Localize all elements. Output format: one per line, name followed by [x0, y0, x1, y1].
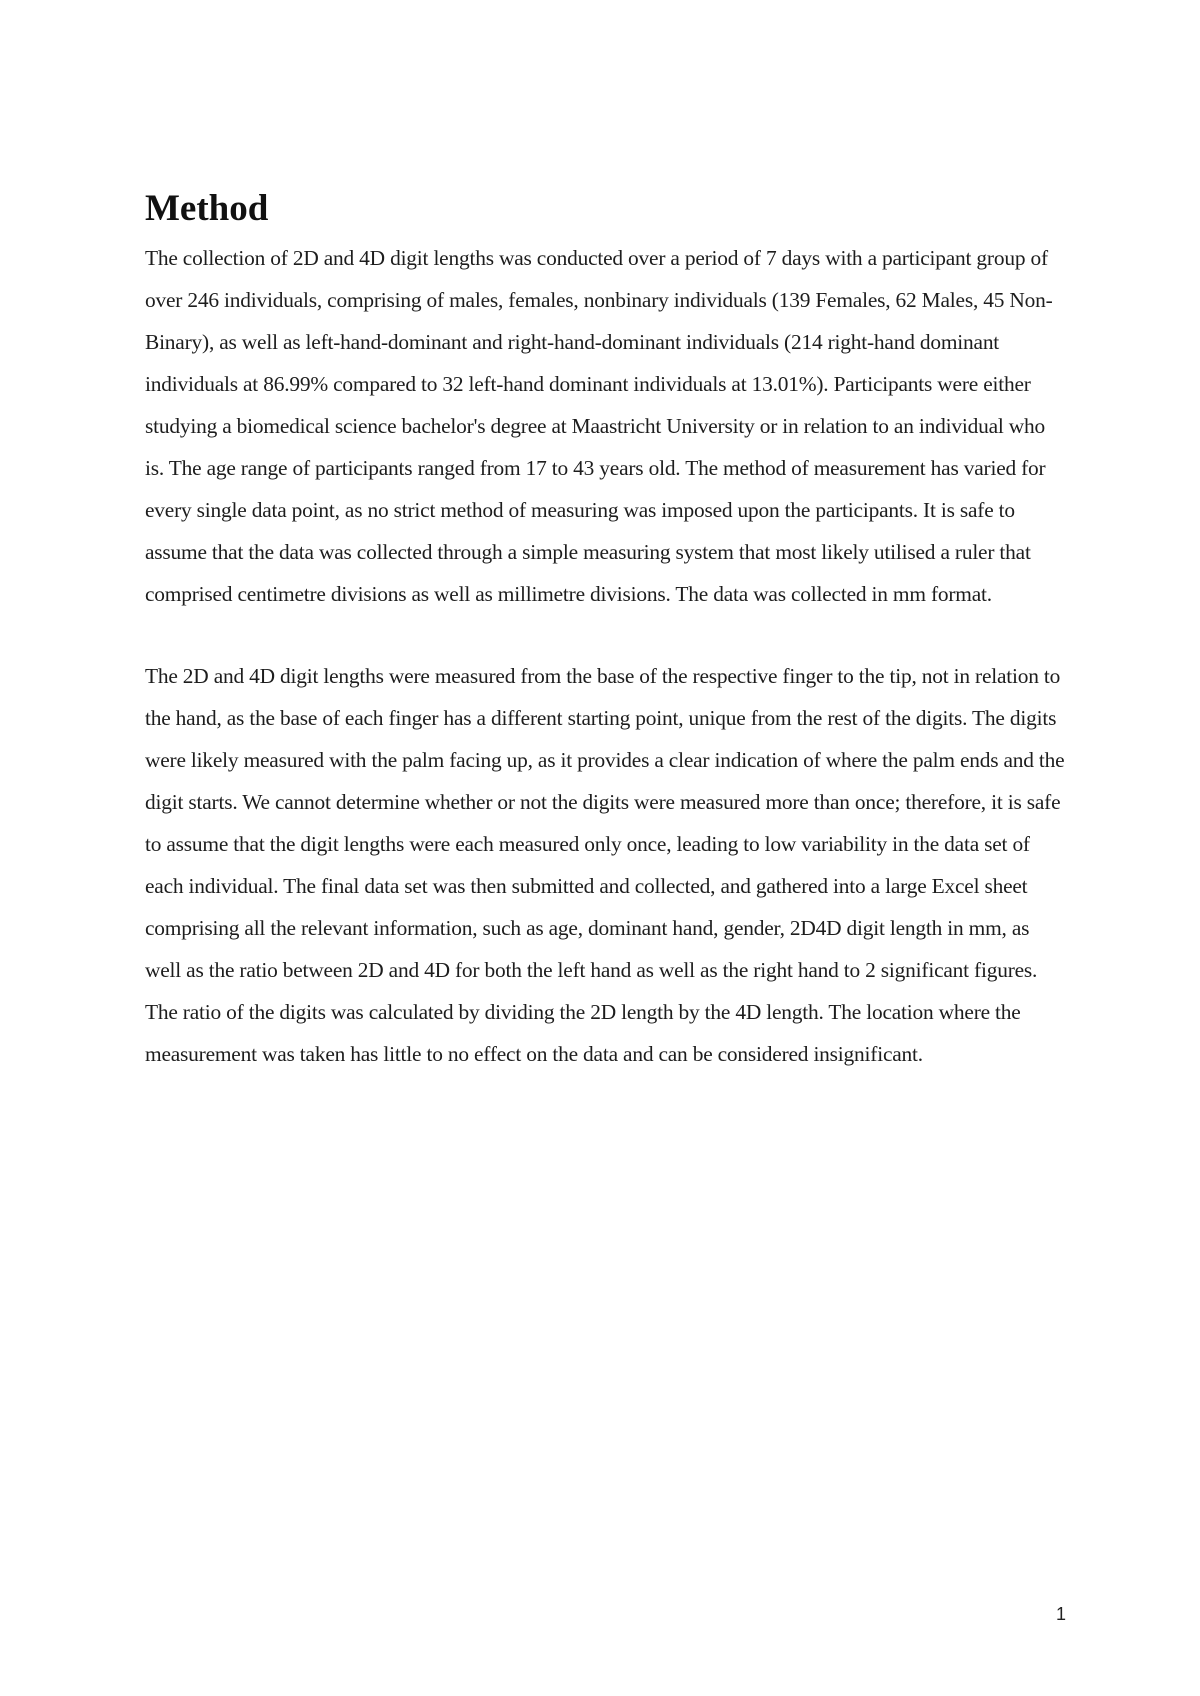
page-number: 1: [1055, 1604, 1066, 1624]
paragraph-1: The collection of 2D and 4D digit lengths was conducted over a period of 7 days with a participant group of over 246 individuals, comprising of males, females, nonbinary individuals (139 Females, 62 Males, 45 Non-Binary), as well as left-hand-dominant and right-hand-dominant individuals (214 right-hand dominant individuals at 86.99% compared to 32 left-hand dominant individuals at 13.01%). Participants were either studying a biomedical science bachelor's degree at Maastricht University or in relation to an individual who is. The age range of participants ranged from 17 to 43 years old. The method of measurement has varied for every single data point, as no strict method of measuring was imposed upon the participants. It is safe to assume that the data was collected through a simple measuring system that most likely utilised a ruler that comprised centimetre divisions as well as millimetre divisions. The data was collected in mm format.: [145, 246, 1053, 606]
page-content: [145, 183, 1065, 1075]
section-heading: Method: [145, 188, 269, 229]
paragraph-2: The 2D and 4D digit lengths were measured from the base of the respective finger to the tip, not in relation to the hand, as the base of each finger has a different starting point, unique from the rest of the digits. The digits were likely measured with the palm facing up, as it provides a clear indication of where the palm ends and the digit starts. We cannot determine whether or not the digits were measured more than once; therefore, it is safe to assume that the digit lengths were each measured only once, leading to low variability in the data set of each individual. The final data set was then submitted and collected, and gathered into a large Excel sheet comprising all the relevant information, such as age, dominant hand, gender, 2D4D digit length in mm, as well as the ratio between 2D and 4D for both the left hand as well as the right hand to 2 significant figures. The ratio of the digits was calculated by dividing the 2D length by the 4D length. The location where the measurement was taken has little to no effect on the data and can be considered insignificant.: [145, 664, 1065, 1066]
